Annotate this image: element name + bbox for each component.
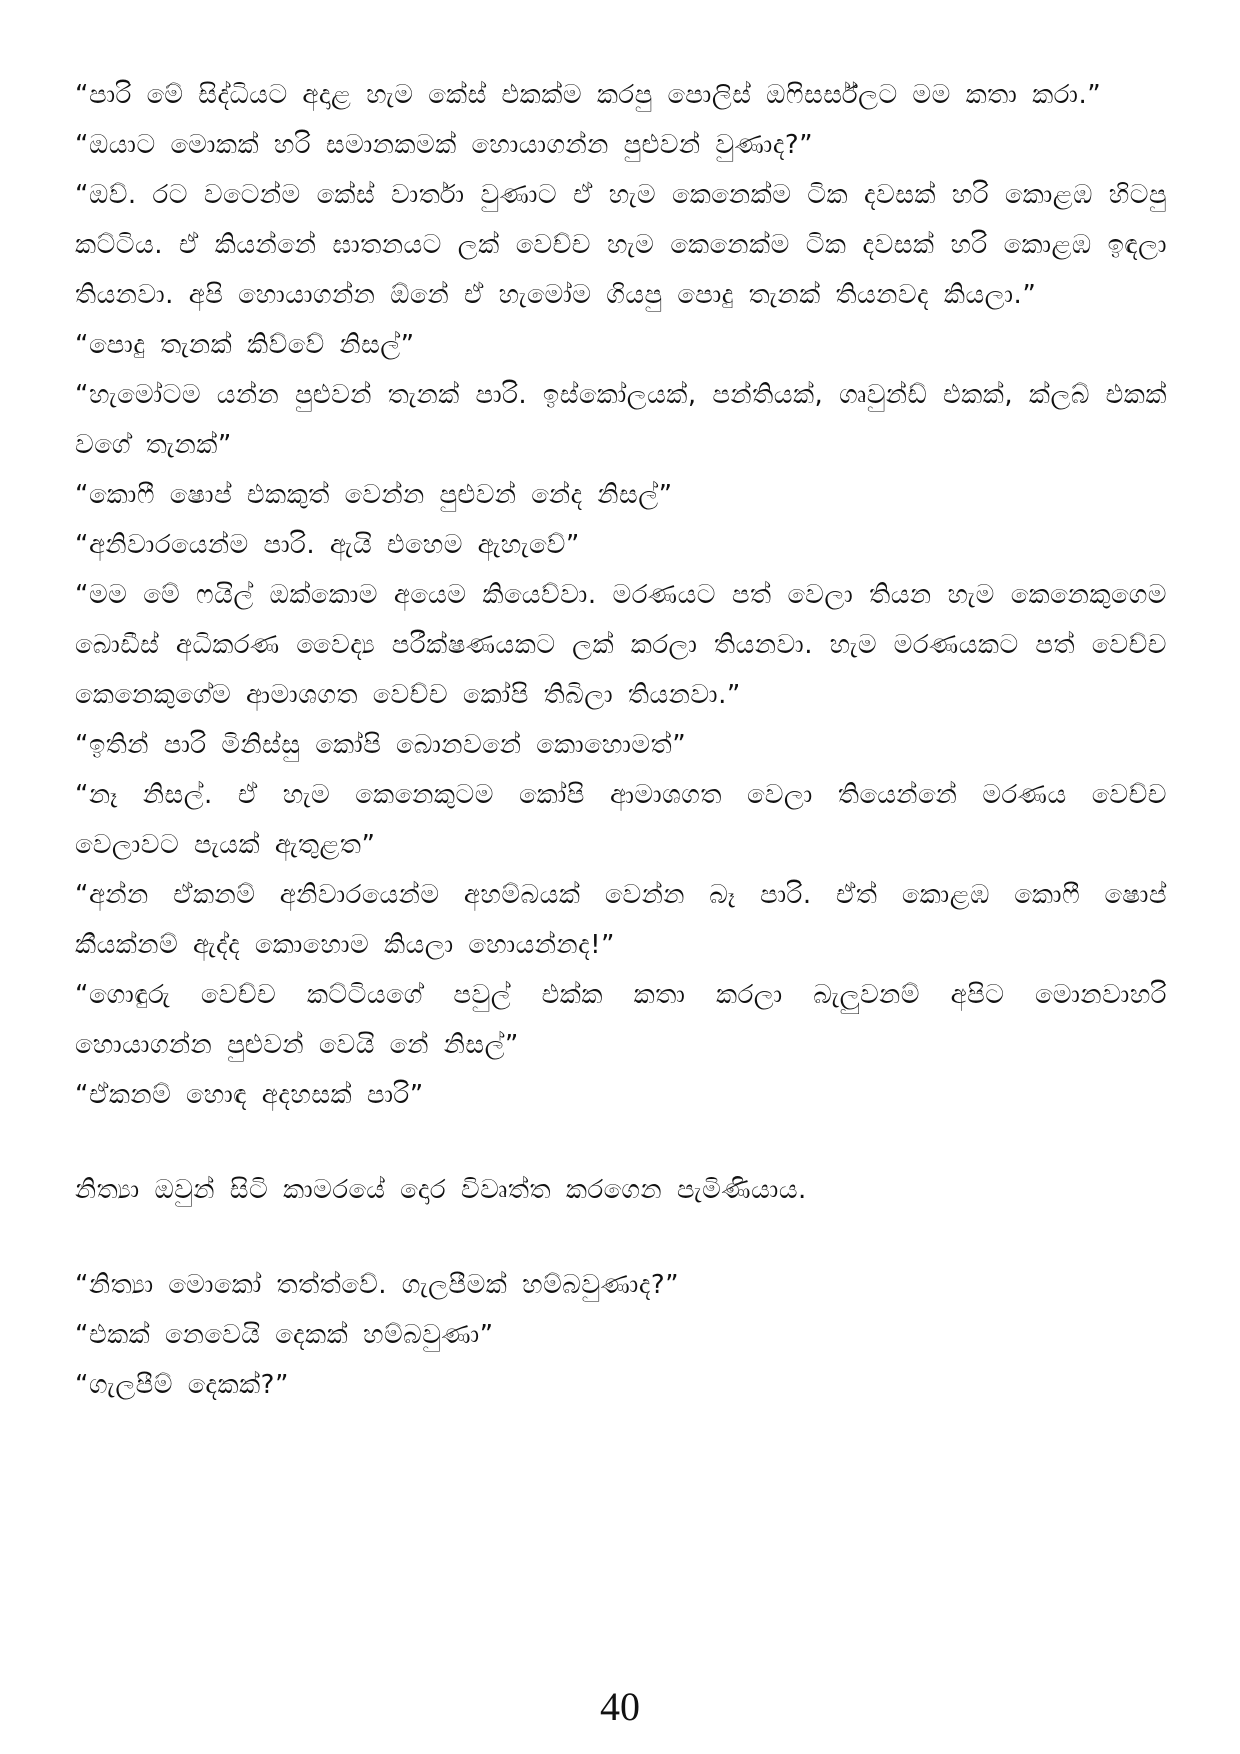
- paragraph: “නිත්‍යා මොකෝ තත්ත්වේ. ගැලපීමක් හම්බවුණාද?”: [75, 1270, 680, 1300]
- page-body: [75, 70, 1167, 1410]
- narration-paragraph: නිත්‍යා ඔවුන් සිටි කාමරයේ දොර විවෘත්ත කරගෙන පැමිණියාය.: [75, 1175, 807, 1205]
- paragraph: “ගැලපීම් දෙකක්?”: [75, 1370, 289, 1400]
- paragraph: “ඔයාට මොකක් හරි සමානකමක් හොයාගන්න පුළුවන් වුණාද?”: [75, 130, 814, 160]
- paragraph: “අන්න ඒකනම් අනිවාරයෙන්ම අහම්බයක් වෙන්න බෑ පාරි. ඒත් කොළඹ කොෆී ෂොප් කීයක්නම් ඇද්ද කොහොම කියලා හොයන්නද!”: [75, 880, 1167, 960]
- paragraph: “කොෆී ෂොප් එකකුත් වෙන්න පුළුවන් නේද නිසල්”: [75, 480, 673, 510]
- paragraph: “පොදු තැනක් කිව්වේ නිසල්”: [75, 330, 415, 360]
- paragraph: “මම මේ ෆයිල් ඔක්කොම අයෙම කියෙව්වා. මරණයට පත් වෙලා තියන හැම කෙනෙකුගෙම බොඩීස් අධිකරණ වෛද්‍ය පරීක්ෂණයකට ලක් කරලා තියනවා. හැම මරණයකට පත් වෙච්ච කෙනෙකුගේම ආමාශගත වෙච්ච කෝපි තිබිලා තියනවා.”: [75, 580, 1167, 710]
- paragraph: “එකක් නෙවෙයි දෙකක් හම්බවුණා”: [75, 1320, 494, 1350]
- paragraph: “ඉතින් පාරි මිනිස්සු කෝපි බොනවනේ කොහොමත්”: [75, 730, 687, 760]
- paragraph: “ඒකනම් හොඳ අදහසක් පාරි”: [75, 1080, 424, 1110]
- paragraph: “පාරි මේ සිද්ධියට අදාළ හැම කේස් එකක්ම කරපු පොලිස් ඔෆිසර්ස්ලට මම කතා කරා.”: [75, 80, 1102, 110]
- paragraph: “ඔව්. රට වටෙන්ම කේස් වාර්තා වුණාට ඒ හැම කෙනෙක්ම ටික දවසක් හරි කොළඹ හිටපු කට්ටිය. ඒ කියන්නේ ඝාතනයට ලක් වෙච්ච හැම කෙනෙක්ම ටික දවසක් හරි කොළඹ ඉඳලා තියනවා. අපි හොයාගන්න ඕනේ ඒ හැමෝම ගියපු පොදු තැනක් තියනවද කියලා.”: [75, 180, 1167, 310]
- paragraph: “හැමෝටම යන්න පුළුවන් තැනක් පාරි. ඉස්කෝලයක්, පන්තියක්, ග්‍රුවුන්ඩ් එකක්, ක්ලබ් එකක් වගේ තැනක්”: [75, 380, 1167, 460]
- paragraph: “ගොඳුරු වෙච්ච කට්ටියගේ පවුල් එක්ක කතා කරලා බැලුවනම් අපිට මොනවාහරි හොයාගන්න පුළුවන් වෙයි නේ නිසල්”: [75, 980, 1167, 1060]
- paragraph-spacer: [75, 1120, 1167, 1165]
- paragraph: “නෑ නිසල්. ඒ හැම කෙනෙකුටම කෝපි ආමාශගත වෙලා තියෙන්නේ මරණය වෙච්ච වෙලාවට පැයක් ඇතුළත”: [75, 780, 1167, 860]
- paragraph-spacer: [75, 1215, 1167, 1260]
- paragraph: “අනිවාරයෙන්ම පාරි. ඇයි එහෙම ඇහැවේ”: [75, 530, 580, 560]
- page-number: 40: [600, 1684, 640, 1729]
